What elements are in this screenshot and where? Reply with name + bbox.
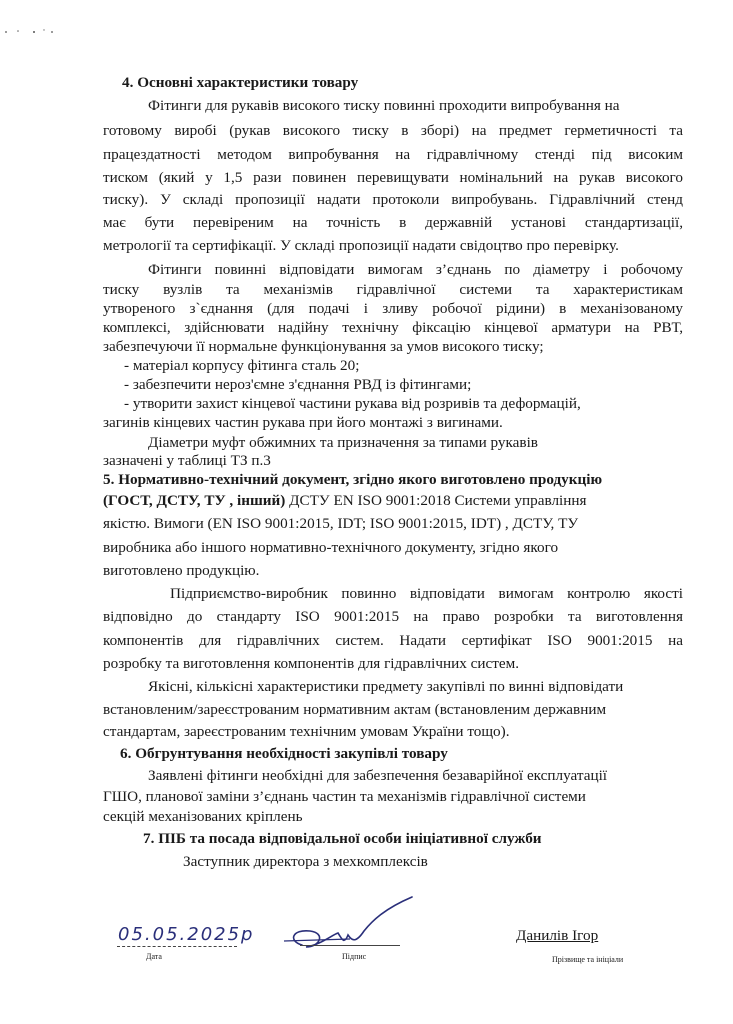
section4-p1-line: метрології та сертифікації. У складі пропозиції надати свідоцтво про перевірку. <box>103 237 619 254</box>
section5-p2-line: Підприємство-виробник повинно відповідати вимогам контролю якості <box>170 585 683 602</box>
section5-heading-line2 <box>103 491 587 511</box>
section5-p1-line: виробника або іншого нормативно-технічного документу, згідно якого <box>103 539 559 556</box>
section7-heading: 7. ПІБ та посада відповідальної особи ініціативної служби <box>143 830 542 847</box>
signature-underline <box>300 945 400 946</box>
list-item: - забезпечити нероз'ємне з'єднання РВД із фітингами; <box>124 376 472 393</box>
section5-heading: 5. Нормативно-технічний документ, згідно якого виготовлено продукцію <box>103 471 603 488</box>
section7-position: Заступник директора з мехкомплексів <box>183 853 428 870</box>
section5-p2-line: відповідно до стандарту ISO 9001:2015 на право розробки та виготовлення <box>103 608 683 625</box>
section4-p1-line: готовому виробі (рукав високого тиску в зборі) на предмет герметичності та <box>103 122 683 139</box>
section6-heading: 6. Обгрунтування необхідності закупівлі товару <box>120 745 448 762</box>
list-item: - матеріал корпусу фітинга сталь 20; <box>124 357 360 374</box>
section5-p2-line: компонентів для гідравлічних систем. Надати сертифікат ISO 9001:2015 на <box>103 632 683 649</box>
section4-p1-line: працездатності методом випробування на гідравлічному стенді під високим <box>103 146 683 163</box>
section4-p2-line: утвореного з`єднання (для подачі і зливу робочої рідини) в механізованому <box>103 300 683 317</box>
section5-p3-line: стандартам, зареєстрованим технічним умовам України тощо). <box>103 723 510 740</box>
section5-p2-line: розробку та виготовлення компонентів для гідравлічних систем. <box>103 655 520 672</box>
section4-p2-line: забезпечуючи її нормальне функціонування за умов високого тиску; <box>103 338 544 355</box>
section4-p3-line: зазначені у таблиці ТЗ п.3 <box>103 452 271 469</box>
section5-p1-line: якістю. Вимоги (EN ISO 9001:2015, IDT; ISO 9001:2015, IDT) , ДСТУ, ТУ <box>103 515 579 532</box>
signature-caption: Підпис <box>342 952 367 961</box>
section4-p1-line: має бути перевіреним на точність в державній установі стандартизації, <box>103 214 683 231</box>
list-item: - утворити захист кінцевої частини рукава від розривів та деформацій, <box>124 395 581 412</box>
section5-heading-bold: (ГОСТ, ДСТУ, ТУ , інший) <box>103 492 286 509</box>
section4-p1-line: тиску). У складі пропозиції надати протоколи випробувань. Гідравлічний стенд <box>103 191 683 208</box>
section4-p2-line: тиску вузлів та механізмів гідравлічної системи та характеристикам <box>103 281 683 298</box>
section4-heading: 4. Основні характеристики товару <box>122 74 359 91</box>
list-item-continuation: загинів кінцевих частин рукава при його монтажі з вигинами. <box>103 414 503 431</box>
date-underline <box>117 946 237 947</box>
section6-p1-line: секцій механізованих кріплень <box>103 808 303 825</box>
section5-p3-line: встановленим/зареєстрованим нормативним актам (встановленим державним <box>103 701 607 718</box>
section4-p1-line: Фітинги для рукавів високого тиску повинні проходити випробування на <box>148 97 620 114</box>
section4-p3-line: Діаметри муфт обжимних та призначення за типами рукавів <box>148 434 538 451</box>
handwritten-date: 05.05.2025р <box>118 924 255 945</box>
section5-p3-line: Якісні, кількісні характеристики предмету закупівлі по винні відповідати <box>148 678 624 695</box>
section6-p1-line: Заявлені фітинги необхідні для забезпечення безаварійної експлуатації <box>148 767 608 784</box>
name-caption: Прізвище та ініціали <box>552 955 624 964</box>
section4-p1-line: тиском (який у 1,5 рази повинен перевищувати номінальний на рукав високого <box>103 169 683 186</box>
scan-specks <box>4 26 64 36</box>
section5-heading-rest: ДСТУ EN ISO 9001:2018 Системи управління <box>285 492 587 509</box>
section4-p2-line: комплексі, здійснювати надійну технічну фіксацію кінцевої арматури на РВТ, <box>103 319 683 336</box>
section6-p1-line: ГШО, планової заміни з’єднань частин та механізмів гідравлічної системи <box>103 788 586 805</box>
signer-name: Данилів Ігор <box>516 927 599 944</box>
date-caption: Дата <box>146 952 162 961</box>
section4-p2-line: Фітинги повинні відповідати вимогам з’єднань по діаметру і робочому <box>148 261 683 278</box>
section5-p1-line: виготовлено продукцію. <box>103 562 260 579</box>
